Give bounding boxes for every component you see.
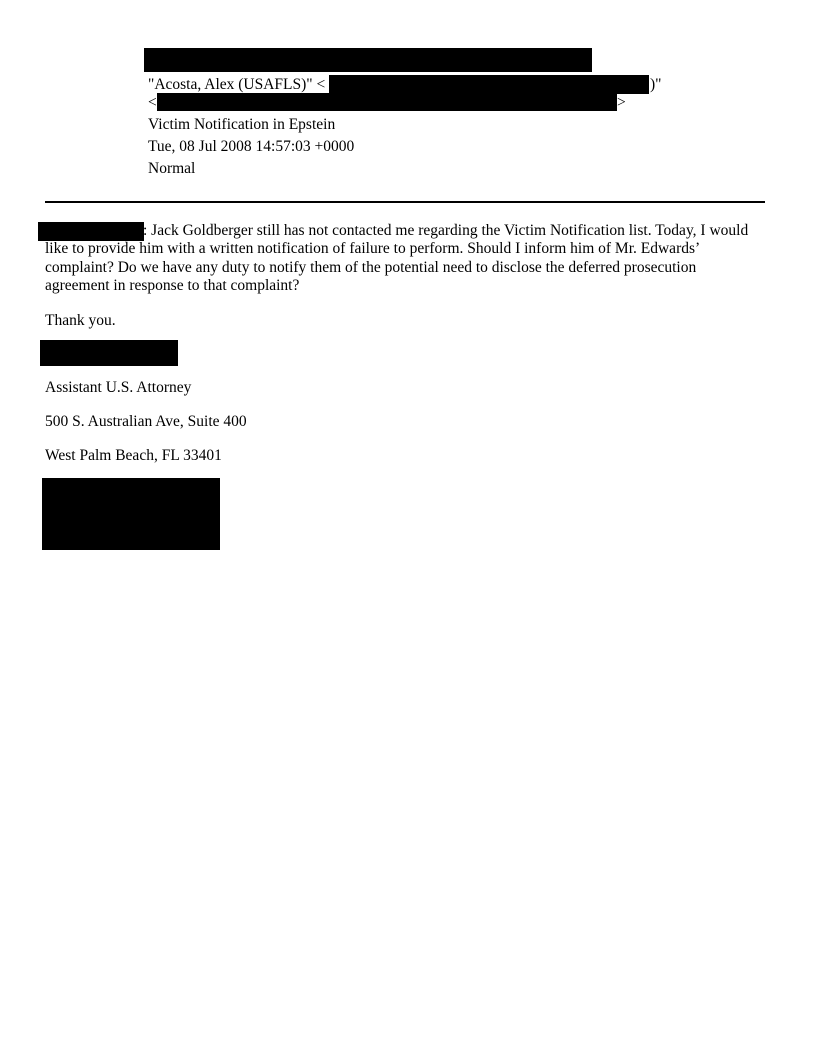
to-value-suffix: )": [650, 76, 662, 93]
redacted-to-address-continued: [157, 93, 617, 111]
signature-title: Assistant U.S. Attorney: [45, 379, 192, 396]
closing-text: Thank you.: [45, 312, 116, 329]
signature-address-line-1: 500 S. Australian Ave, Suite 400: [45, 413, 247, 430]
to-line2-prefix: <: [148, 94, 157, 111]
redacted-sender-name: [40, 340, 178, 366]
body-line-2: like to provide him with a written notification of failure to perform. Should I inform him of Mr. Edwards’: [45, 240, 701, 257]
to-value-prefix: "Acosta, Alex (USAFLS)" <: [148, 76, 326, 93]
to-line2-suffix: >: [617, 94, 626, 111]
subject-value: Victim Notification in Epstein: [148, 116, 336, 133]
importance-value: Normal: [148, 160, 196, 177]
redacted-contact-block: [42, 478, 220, 550]
redacted-recipient-name: [38, 222, 144, 241]
date-value: Tue, 08 Jul 2008 14:57:03 +0000: [148, 138, 355, 155]
signature-address-line-2: West Palm Beach, FL 33401: [45, 447, 222, 464]
body-line-1: : Jack Goldberger still has not contacted me regarding the Victim Notification list. Today, I would: [143, 222, 749, 239]
body-line-4: agreement in response to that complaint?: [45, 277, 300, 294]
redacted-from-address: [144, 48, 592, 72]
redacted-to-address: [329, 75, 649, 94]
body-line-3: complaint? Do we have any duty to notify them of the potential need to disclose the deferred prosecution: [45, 259, 697, 276]
header-divider: [45, 201, 765, 203]
